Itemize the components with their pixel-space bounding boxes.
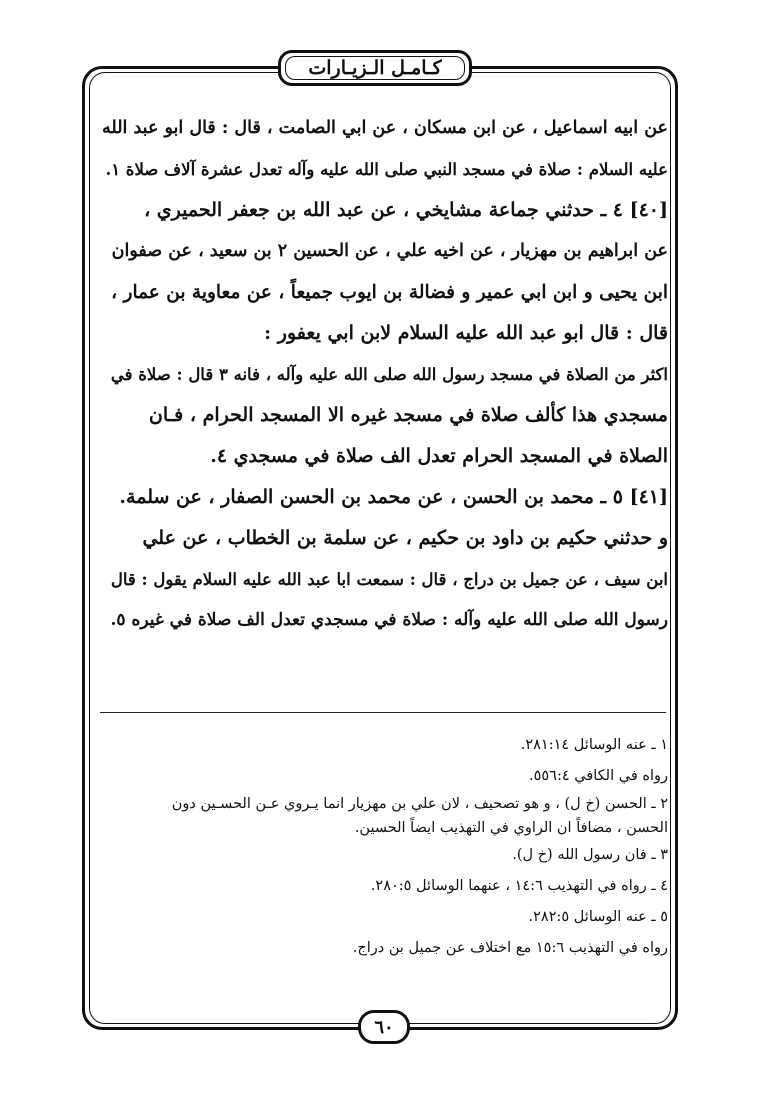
text-line: مسجدي هذا كألف صلاة في مسجد غيره الا المسجد الحرام ، فـان [148,404,668,426]
book-title: كـامـل الـزيـارات [308,57,442,79]
text-line: [٤١] ٥ ـ محمد بن الحسن ، عن محمد بن الحسن الصفار ، عن سلمة. [119,486,668,508]
footnote-line: رواه في التهذيب ١٥:٦ مع اختلاف عن جميل بن دراج. [352,940,668,956]
footnote-line: رواه في الكافي ٥٥٦:٤. [528,768,668,784]
footnote-line: ٣ ـ فان رسول الله (خ ل). [512,847,668,863]
footnote-line: ٥ ـ عنه الوسائل ٢٨٢:٥. [528,909,668,925]
main-text [98,108,668,641]
footnote-line: الحسن ، مضافاً ان الراوي في التهذيب ايضاً الحسين. [354,820,668,836]
text-line: [٤٠] ٤ ـ حدثني جماعة مشايخي ، عن عبد الله بن جعفر الحميري ، [144,199,668,221]
footnote-line: ٤ ـ رواه في التهذيب ١٤:٦ ، عنهما الوسائل ٢٨٠:٥. [370,878,668,894]
text-line: ابن يحيى و ابن ابي عمير و فضالة بن ايوب جميعاً ، عن معاوية بن عمار ، [111,282,668,303]
text-line: عليه السلام : صلاة في مسجد النبي صلى الله عليه وآله تعدل عشرة آلاف صلاة ١. [105,160,668,179]
page-number: ٦٠ [374,1016,394,1038]
page-number-badge [358,1010,410,1044]
text-line: رسول الله صلى الله عليه وآله : صلاة في مسجدي تعدل الف صلاة في غيره ٥. [110,610,668,630]
text-line: عن ابيه اسماعيل ، عن ابن مسكان ، عن ابي الصامت ، قال : قال ابو عبد الله [102,118,668,138]
footnote-line: ١ ـ عنه الوسائل ٢٨١:١٤. [520,737,668,753]
text-line: عن ابراهيم بن مهزيار ، عن اخيه علي ، عن الحسين ٢ بن سعيد ، عن صفوان [111,241,668,261]
text-line: الصلاة في المسجد الحرام تعدل الف صلاة في مسجدي ٤. [210,445,668,467]
text-line: ابن سيف ، عن جميل بن دراج ، قال : سمعت ابا عبد الله عليه السلام يقول : قال [110,570,668,589]
text-line: اكثر من الصلاة في مسجد رسول الله صلى الله عليه وآله ، فانه ٣ قال : صلاة في [110,365,668,384]
footnotes [98,730,668,964]
book-title-label [278,50,472,86]
text-line: قال : قال ابو عبد الله عليه السلام لابن ابي يعفور : [264,322,668,344]
footnote-line: ٢ ـ الحسن (خ ل) ، و هو تصحيف ، لان علي بن مهزيار انما يـروي عـن الحسـين دون [171,796,668,812]
text-line: و حدثني حكيم بن داود بن حكيم ، عن سلمة بن الخطاب ، عن علي [142,527,668,549]
footnote-separator [100,712,666,713]
